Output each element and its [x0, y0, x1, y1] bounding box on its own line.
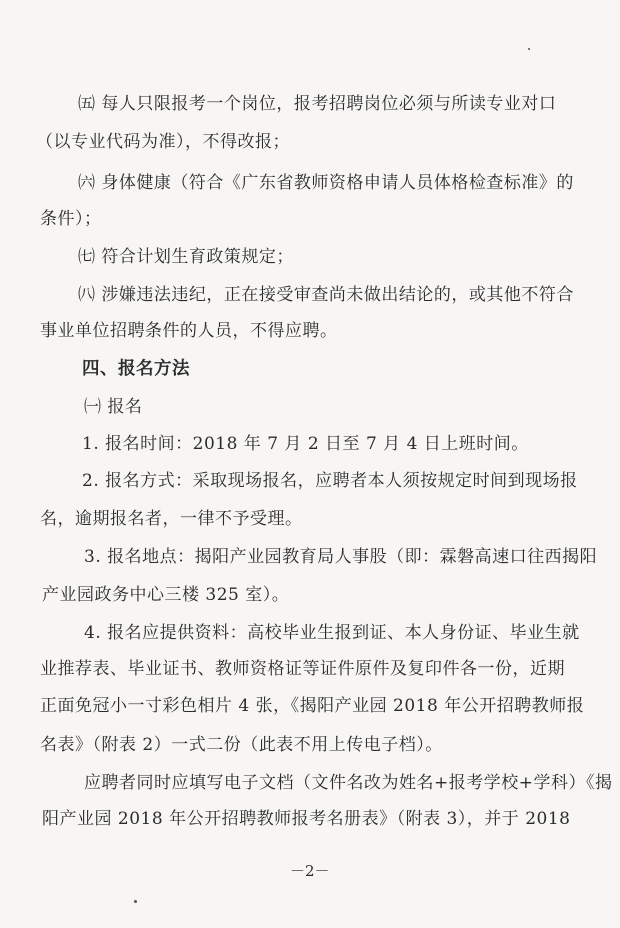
- text-line: 4. 报名应提供资料：高校毕业生报到证、本人身份证、毕业生就: [84, 623, 580, 643]
- scan-speck: [528, 48, 530, 50]
- text-line: 正面免冠小一寸彩色相片 4 张，《揭阳产业园 2018 年公开招聘教师报: [40, 696, 585, 716]
- text-line: 阳产业园 2018 年公开招聘教师报考名册表》（附表 3），并于 2018: [42, 809, 571, 829]
- text-line: 业推荐表、毕业证书、教师资格证等证件原件及复印件各一份，近期: [40, 659, 565, 679]
- text-line: 条件）；: [40, 209, 102, 229]
- text-line: 3. 报名地点：揭阳产业园教育局人事股（即：霖磐高速口往西揭阳: [84, 547, 598, 567]
- text-line: ㈦ 符合计划生育政策规定；: [78, 247, 294, 267]
- text-line: 事业单位招聘条件的人员，不得应聘。: [40, 321, 338, 341]
- subsection-heading: ㈠ 报名: [84, 397, 143, 417]
- page-number: －2－: [290, 862, 330, 880]
- text-line: ㈥ 身体健康（符合《广东省教师资格申请人员体格检查标准》的: [78, 173, 574, 193]
- text-line: 名，逾期报名者，一律不予受理。: [40, 509, 303, 529]
- text-line: ㈧ 涉嫌违法违纪，正在接受审查尚未做出结论的，或其他不符合: [78, 285, 574, 305]
- text-line: 2. 报名方式：采取现场报名，应聘者本人须按规定时间到现场报: [82, 471, 578, 491]
- text-line: （以专业代码为准），不得改报；: [36, 132, 290, 152]
- section-heading: 四、报名方法: [82, 359, 190, 379]
- text-line: 名表》（附表 2）一式二份（此表不用上传电子档）。: [40, 735, 443, 755]
- scan-speck: [134, 900, 137, 903]
- text-line: 应聘者同时应填写电子文档（文件名改为姓名+报考学校+学科）《揭: [84, 773, 613, 793]
- text-line: 产业园政务中心三楼 325 室）。: [42, 585, 290, 605]
- text-line: 1. 报名时间：2018 年 7 月 2 日至 7 月 4 日上班时间。: [82, 434, 529, 454]
- text-line: ㈤ 每人只限报考一个岗位，报考招聘岗位必须与所读专业对口: [78, 94, 557, 114]
